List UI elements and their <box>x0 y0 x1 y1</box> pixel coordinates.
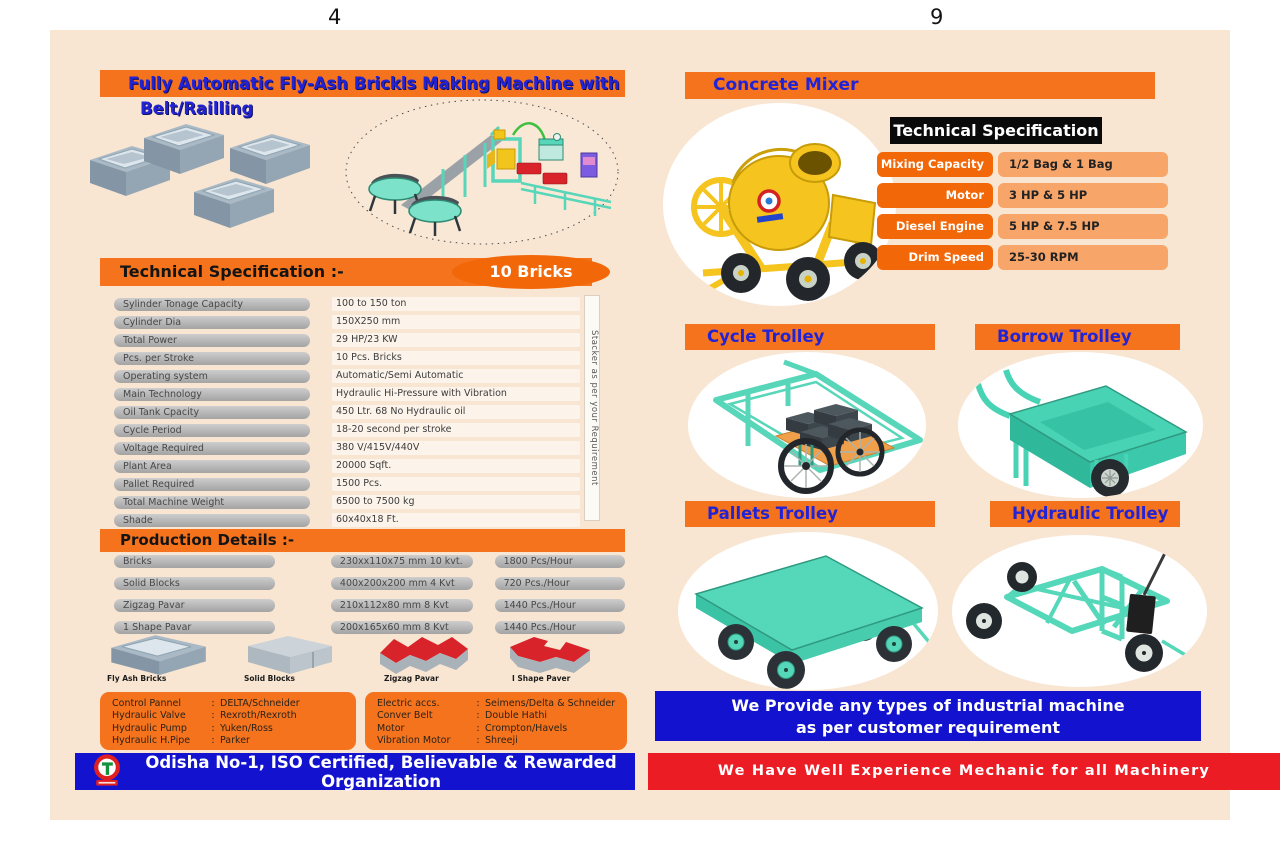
wheel-icon <box>838 430 882 474</box>
i-shape-paver-icon <box>500 630 605 678</box>
table-row: Motor 3 HP & 5 HP <box>877 183 1168 208</box>
pallets-trolley-photo <box>678 532 938 690</box>
table-row: Total Machine Weight 6500 to 7500 kg <box>100 493 580 511</box>
colon-separator <box>471 723 485 735</box>
concrete-mixer-banner <box>685 72 1155 99</box>
cycle-trolley-icon <box>688 352 926 498</box>
hydraulic-trolley-icon <box>952 535 1207 687</box>
colon-separator <box>471 735 485 747</box>
component-line: Hydraulic H.Pipe : Parker <box>112 735 346 747</box>
iso-brick-icon <box>90 124 310 228</box>
table-row: 1 Shape Pavar 200x165x60 mm 8 Kvt 1440 Pcs./Hour <box>100 616 625 638</box>
provide-banner <box>655 691 1201 741</box>
page-number-left: 4 <box>328 5 342 29</box>
table-row: Sylinder Tonage Capacity 100 to 150 ton <box>100 295 580 313</box>
trolley-label: Pallets Trolley <box>707 504 838 523</box>
provide-line2: as per customer requirement <box>795 718 1061 737</box>
wheel-icon <box>721 253 761 293</box>
colon-separator <box>206 735 220 747</box>
fly-ash-bricks-illustration <box>82 116 312 248</box>
stacker-side-note: Stacker as per your Requirement <box>584 295 600 521</box>
mixer-spec-table <box>877 152 1168 276</box>
zigzag-paver-icon <box>372 630 477 678</box>
trolley-label: Borrow Trolley <box>997 327 1132 346</box>
table-row: Operating system Automatic/Semi Automatic <box>100 367 580 385</box>
components-box-right <box>365 692 627 750</box>
colon-separator <box>206 723 220 735</box>
component-line: Hydraulic Valve : Rexroth/Rexroth <box>112 710 346 722</box>
borrow-trolley-icon <box>958 352 1203 498</box>
footer-text-left: Odisha No-1, ISO Certified, Believable & Rewarded Organization <box>145 752 617 791</box>
component-line: Hydraulic Pump : Yuken/Ross <box>112 723 346 735</box>
hydraulic-trolley-banner <box>990 501 1180 527</box>
table-row: Cycle Period 18-20 second per stroke <box>100 421 580 439</box>
trolley-label: Cycle Trolley <box>707 327 825 346</box>
main-title-line2: Belt/Railling <box>140 99 254 118</box>
wheel-icon <box>876 626 912 662</box>
solid-block-icon <box>240 633 340 675</box>
tech-spec-table <box>100 295 580 529</box>
component-line: Electric accs. : Seimens/Delta & Schneider <box>377 698 617 710</box>
component-line: Vibration Motor : Shreeji <box>377 735 617 747</box>
colon-separator <box>206 710 220 722</box>
table-row: Cylinder Dia 150X250 mm <box>100 313 580 331</box>
fly-ash-brick-icon <box>105 633 215 675</box>
concrete-mixer-icon <box>663 103 896 306</box>
components-box-left <box>100 692 356 750</box>
wheel-icon <box>966 603 1002 639</box>
main-title: Fully Automatic Fly-Ash Brickls Making Machine with <box>128 74 620 93</box>
trolley-label: Hydraulic Trolley <box>1012 504 1169 523</box>
colon-separator <box>471 710 485 722</box>
product-caption: I Shape Paver <box>512 674 571 683</box>
page-number-right: 9 <box>930 5 944 29</box>
production-heading: Production Details :- <box>120 531 295 549</box>
production-table <box>100 550 625 638</box>
product-caption: Zigzag Pavar <box>384 674 439 683</box>
company-logo-icon <box>87 754 127 789</box>
table-row: Total Power 29 HP/23 KW <box>100 331 580 349</box>
table-row: Main Technology Hydraulic Hi-Pressure with Vibration <box>100 385 580 403</box>
control-panel-icon <box>581 153 597 177</box>
wheel-icon <box>767 651 805 689</box>
table-row: Drim Speed 25-30 RPM <box>877 245 1168 270</box>
pallets-trolley-icon <box>678 532 938 690</box>
table-row: Pcs. per Stroke 10 Pcs. Bricks <box>100 349 580 367</box>
product-caption: Fly Ash Bricks <box>107 674 167 683</box>
footer-banner-right: We Have Well Experience Mechanic for all Machinery <box>648 753 1280 790</box>
cycle-trolley-banner <box>685 324 935 350</box>
concrete-mixer-photo <box>663 103 896 306</box>
borrow-trolley-photo <box>958 352 1203 498</box>
footer-banner-left <box>75 753 635 790</box>
hydraulic-trolley-photo <box>952 535 1207 687</box>
wheel-icon <box>786 257 830 301</box>
pallets-trolley-banner <box>685 501 935 527</box>
component-line: Control Pannel : DELTA/Schneider <box>112 698 346 710</box>
colon-separator <box>471 698 485 710</box>
wheel-icon <box>1091 459 1129 497</box>
production-banner <box>100 529 625 552</box>
brick-machine-illustration <box>343 97 621 247</box>
provide-line1: We Provide any types of industrial machine <box>731 696 1125 715</box>
table-row: Diesel Engine 5 HP & 7.5 HP <box>877 214 1168 239</box>
table-row: Zigzag Pavar 210x112x80 mm 8 Kvt 1440 Pcs./Hour <box>100 594 625 616</box>
table-row: Mixing Capacity 1/2 Bag & 1 Bag <box>877 152 1168 177</box>
table-row: Shade 60x40x18 Ft. <box>100 511 580 529</box>
colon-separator <box>206 698 220 710</box>
table-row: Plant Area 20000 Sqft. <box>100 457 580 475</box>
main-title-banner <box>100 70 625 97</box>
table-row: Bricks 230xx110x75 mm 10 kvt. 1800 Pcs/Hour <box>100 550 625 572</box>
wheel-icon <box>1125 634 1163 672</box>
product-caption: Solid Blocks <box>244 674 296 683</box>
cycle-trolley-photo <box>688 352 926 498</box>
concrete-mixer-heading: Concrete Mixer <box>713 75 859 95</box>
table-row: Oil Tank Cpacity 450 Ltr. 68 No Hydraulic oil <box>100 403 580 421</box>
ten-bricks-badge: 10 Bricks <box>452 255 610 289</box>
table-row: Solid Blocks 400x200x200 mm 4 Kvt 720 Pcs./Hour <box>100 572 625 594</box>
borrow-trolley-banner <box>975 324 1180 350</box>
wheel-icon <box>1007 562 1037 592</box>
component-line: Conver Belt : Double Hathi <box>377 710 617 722</box>
component-line: Motor : Crompton/Havels <box>377 723 617 735</box>
table-row: Voltage Required 380 V/415V/440V <box>100 439 580 457</box>
table-row: Pallet Required 1500 Pcs. <box>100 475 580 493</box>
tech-spec-heading: Technical Specification :- <box>120 262 344 281</box>
mixer-spec-heading: Technical Specification <box>890 117 1102 144</box>
wheel-icon <box>718 624 754 660</box>
wheel-icon <box>781 441 831 491</box>
